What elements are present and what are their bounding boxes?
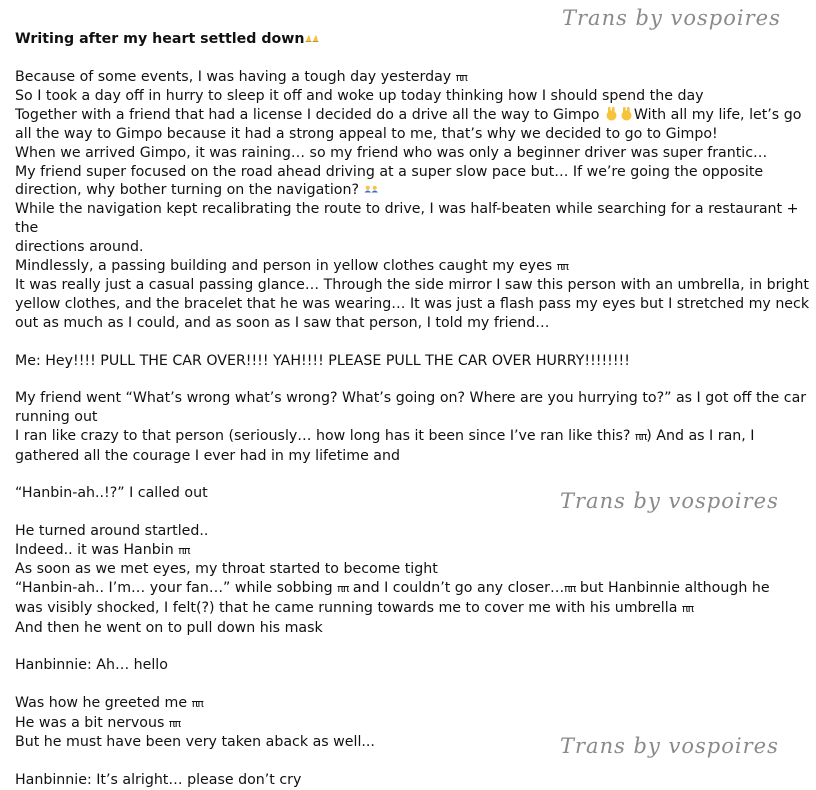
paragraph-line: He was a bit nervous ππ [15, 714, 181, 731]
post-title [15, 30, 811, 49]
paragraph-line: “Hanbin-ah.. I’m… your fan…” while sobbing ππ and I couldn’t go any closer…ππ but Hanbinnie although he [15, 580, 770, 597]
crying-mark: ππ [455, 70, 467, 84]
paragraph-line: yellow clothes, and the bracelet that he was wearing… It was just a flash pass my eyes but I stretched my neck [15, 296, 810, 313]
paragraph-line: It was really just a casual passing glance… Through the side mirror I saw this person with an umbrella, in bright [15, 277, 809, 294]
paragraph-line: was visibly shocked, I felt(?) that he came running towards me to cover me with his umbrella ππ [15, 599, 694, 616]
crying-mark: ππ [634, 429, 647, 443]
watermark: Trans by vospoires [562, 6, 781, 30]
paragraph-line: directions around. [15, 238, 144, 255]
title-text: Writing after my heart settled down [15, 31, 305, 47]
paragraph-line: running out [15, 408, 98, 425]
post-body [15, 30, 811, 790]
paragraph-line: Mindlessly, a passing building and person in yellow clothes caught my eyes ππ [15, 257, 568, 274]
crying-mark: ππ [168, 716, 181, 730]
paragraph-line: But he must have been very taken aback as well... [15, 734, 375, 751]
crying-mark: ππ [178, 543, 190, 557]
paragraph-line: Together with a friend that had a license I decided do a drive all the way to Gimpo With all my life, let’s go [15, 107, 802, 124]
paragraph-line: gathered all the courage I ever had in my lifetime and [15, 447, 400, 464]
paragraph-line: all the way to Gimpo because it had a strong appeal to me, that’s why we decided to go to Gimpo! [15, 125, 718, 142]
paragraph-line: While the navigation kept recalibrating the route to drive, I was half-beaten while searching for a restaurant + the [15, 201, 799, 236]
paragraph-line: Was how he greeted me ππ [15, 694, 203, 711]
praying-hands-emoji-icon [305, 31, 320, 45]
paragraph-line: Because of some events, I was having a tough day yesterday ππ [15, 68, 467, 85]
paragraph-line: He turned around startled.. [15, 522, 209, 539]
crying-mark: ππ [681, 601, 694, 615]
paragraph-line: My friend super focused on the road ahead driving at a super slow pace but… If we’re going the opposite [15, 163, 764, 180]
people-emoji-icon [364, 182, 379, 196]
paragraph-line: As soon as we met eyes, my throat started to become tight [15, 561, 438, 578]
paragraph-line: Hanbinnie: Ah… hello [15, 657, 168, 674]
paragraph-line: Me: Hey!!!! PULL THE CAR OVER!!!! YAH!!!! PLEASE PULL THE CAR OVER HURRY!!!!!!!! [15, 352, 630, 369]
crying-mark: ππ [337, 582, 349, 596]
paragraph-line: “Hanbin-ah..!?” I called out [15, 485, 208, 502]
paragraph-line: When we arrived Gimpo, it was raining… so my friend who was only a beginner driver was super frantic… [15, 144, 768, 161]
paragraph-line: And then he went on to pull down his mask [15, 619, 323, 636]
crying-mark: ππ [556, 259, 568, 273]
paragraph-line: So I took a day off in hurry to sleep it off and woke up today thinking how I should spend the day [15, 88, 704, 105]
watermark: Trans by vospoires [560, 734, 779, 758]
paragraph-line: I ran like crazy to that person (seriously… how long has it been since I’ve ran like this? ππ) And as I ran, I [15, 427, 755, 444]
victory-hand-emoji-icon [619, 107, 634, 121]
paragraph-line: direction, why bother turning on the navigation? [15, 181, 811, 200]
watermark: Trans by vospoires [560, 489, 779, 513]
paragraph-line: Indeed.. it was Hanbin ππ [15, 541, 190, 558]
paragraph-line: My friend went “What’s wrong what’s wrong? What’s going on? Where are you hurrying to?” as I got off the car [15, 390, 807, 407]
crying-mark: ππ [191, 696, 203, 710]
paragraph-line: Hanbinnie: It’s alright… please don’t cry [15, 772, 302, 789]
victory-hand-emoji-icon [604, 107, 619, 121]
paragraph-line: out as much as I could, and as soon as I saw that person, I told my friend… [15, 314, 550, 331]
crying-mark: ππ [564, 582, 576, 596]
